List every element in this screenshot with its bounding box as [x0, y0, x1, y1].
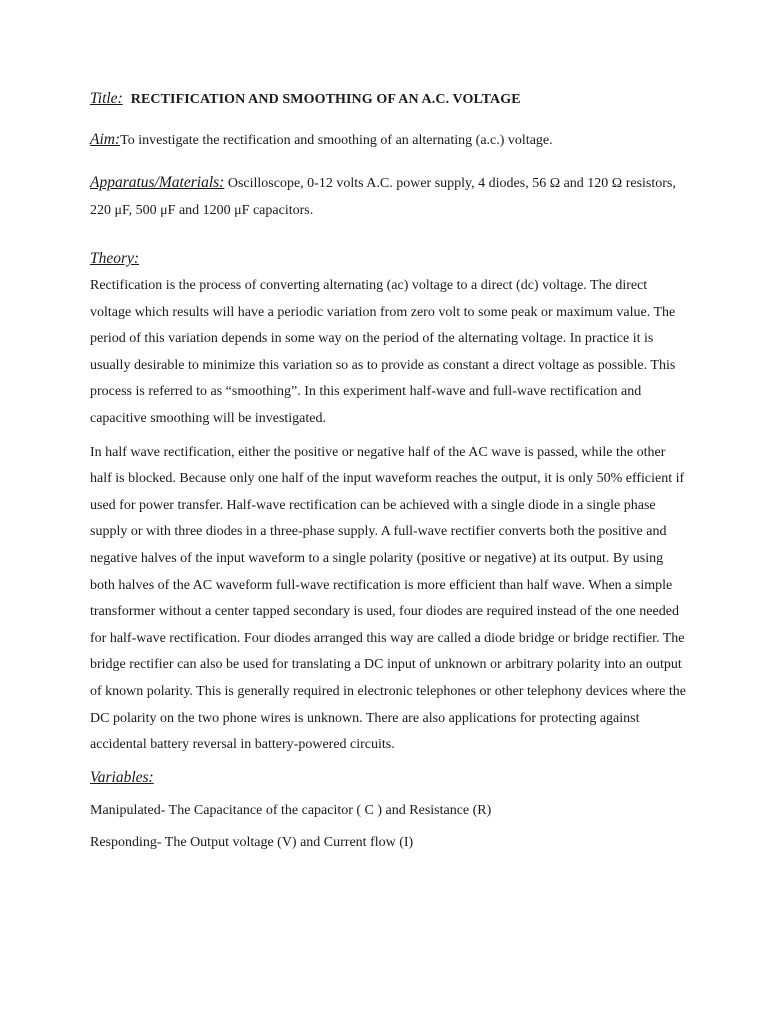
- document-body: [90, 88, 690, 864]
- variables-label: Variables:: [90, 768, 154, 786]
- theory-heading: [90, 248, 690, 271]
- aim-text: To investigate the rectification and smoothing of an alternating (a.c.) voltage.: [120, 133, 553, 148]
- aim-label: Aim:: [90, 131, 121, 148]
- theory-label: Theory:: [90, 250, 140, 267]
- manipulated-variable: Manipulated- The Capacitance of the capacitor ( C ) and Resistance (R): [90, 802, 492, 818]
- document-title: RECTIFICATION AND SMOOTHING OF AN A.C. VOLTAGE: [130, 92, 521, 107]
- theory-paragraph-2: In half wave rectification, either the positive or negative half of the AC wave is passed, while the other half is blocked. Because only one half of the input waveform reaches the output, it is only 50% efficient if used for power transfer. Half-wave rectification can be achieved with a single diode in a single phase supply or with three diodes in a three-phase supply. A full-wave rectifier converts both the positive and negative halves of the input waveform to a single polarity (positive or negative) at its output. By using both halves of the AC waveform full-wave rectification is more efficient than half wave. When a simple transformer without a center tapped secondary is used, four diodes are required instead of the one needed for half-wave rectification. Four diodes arranged this way are called a diode bridge or bridge rectifier. The bridge rectifier can also be used for translating a DC input of unknown or arbitrary polarity into an output of known polarity. This is generally required in electronic telephones or other telephony devices where the DC polarity on the two phone wires is unknown. There are also applications for protecting against accidental battery reversal in battery-powered circuits.: [90, 444, 686, 753]
- title-label: Title:: [90, 90, 123, 107]
- aim-line: [90, 129, 690, 152]
- theory-paragraph-1: Rectification is the process of converting alternating (ac) voltage to a direct (dc) voltage. The direct voltage which results will have a periodic variation from zero volt to some peak or maximum value. The period of this variation depends in some way on the period of the alternating voltage. In practice it is usually desirable to minimize this variation so as to provide as constant a direct voltage as possible. This process is referred to as “smoothing”. In this experiment half-wave and full-wave rectification and capacitive smoothing will be investigated.: [90, 278, 676, 426]
- apparatus-text: Oscilloscope, 0-12 volts A.C. power supply, 4 diodes, 56 Ω and 120 Ω resistors, 220 μF, 500 μF and 1200 μF capacitors.: [90, 176, 676, 218]
- title-line: [90, 88, 690, 111]
- apparatus-section: [90, 169, 690, 224]
- apparatus-label: Apparatus/Materials:: [90, 174, 225, 191]
- variables-heading: [90, 767, 690, 790]
- responding-variable: Responding- The Output voltage (V) and Current flow (I): [90, 834, 414, 850]
